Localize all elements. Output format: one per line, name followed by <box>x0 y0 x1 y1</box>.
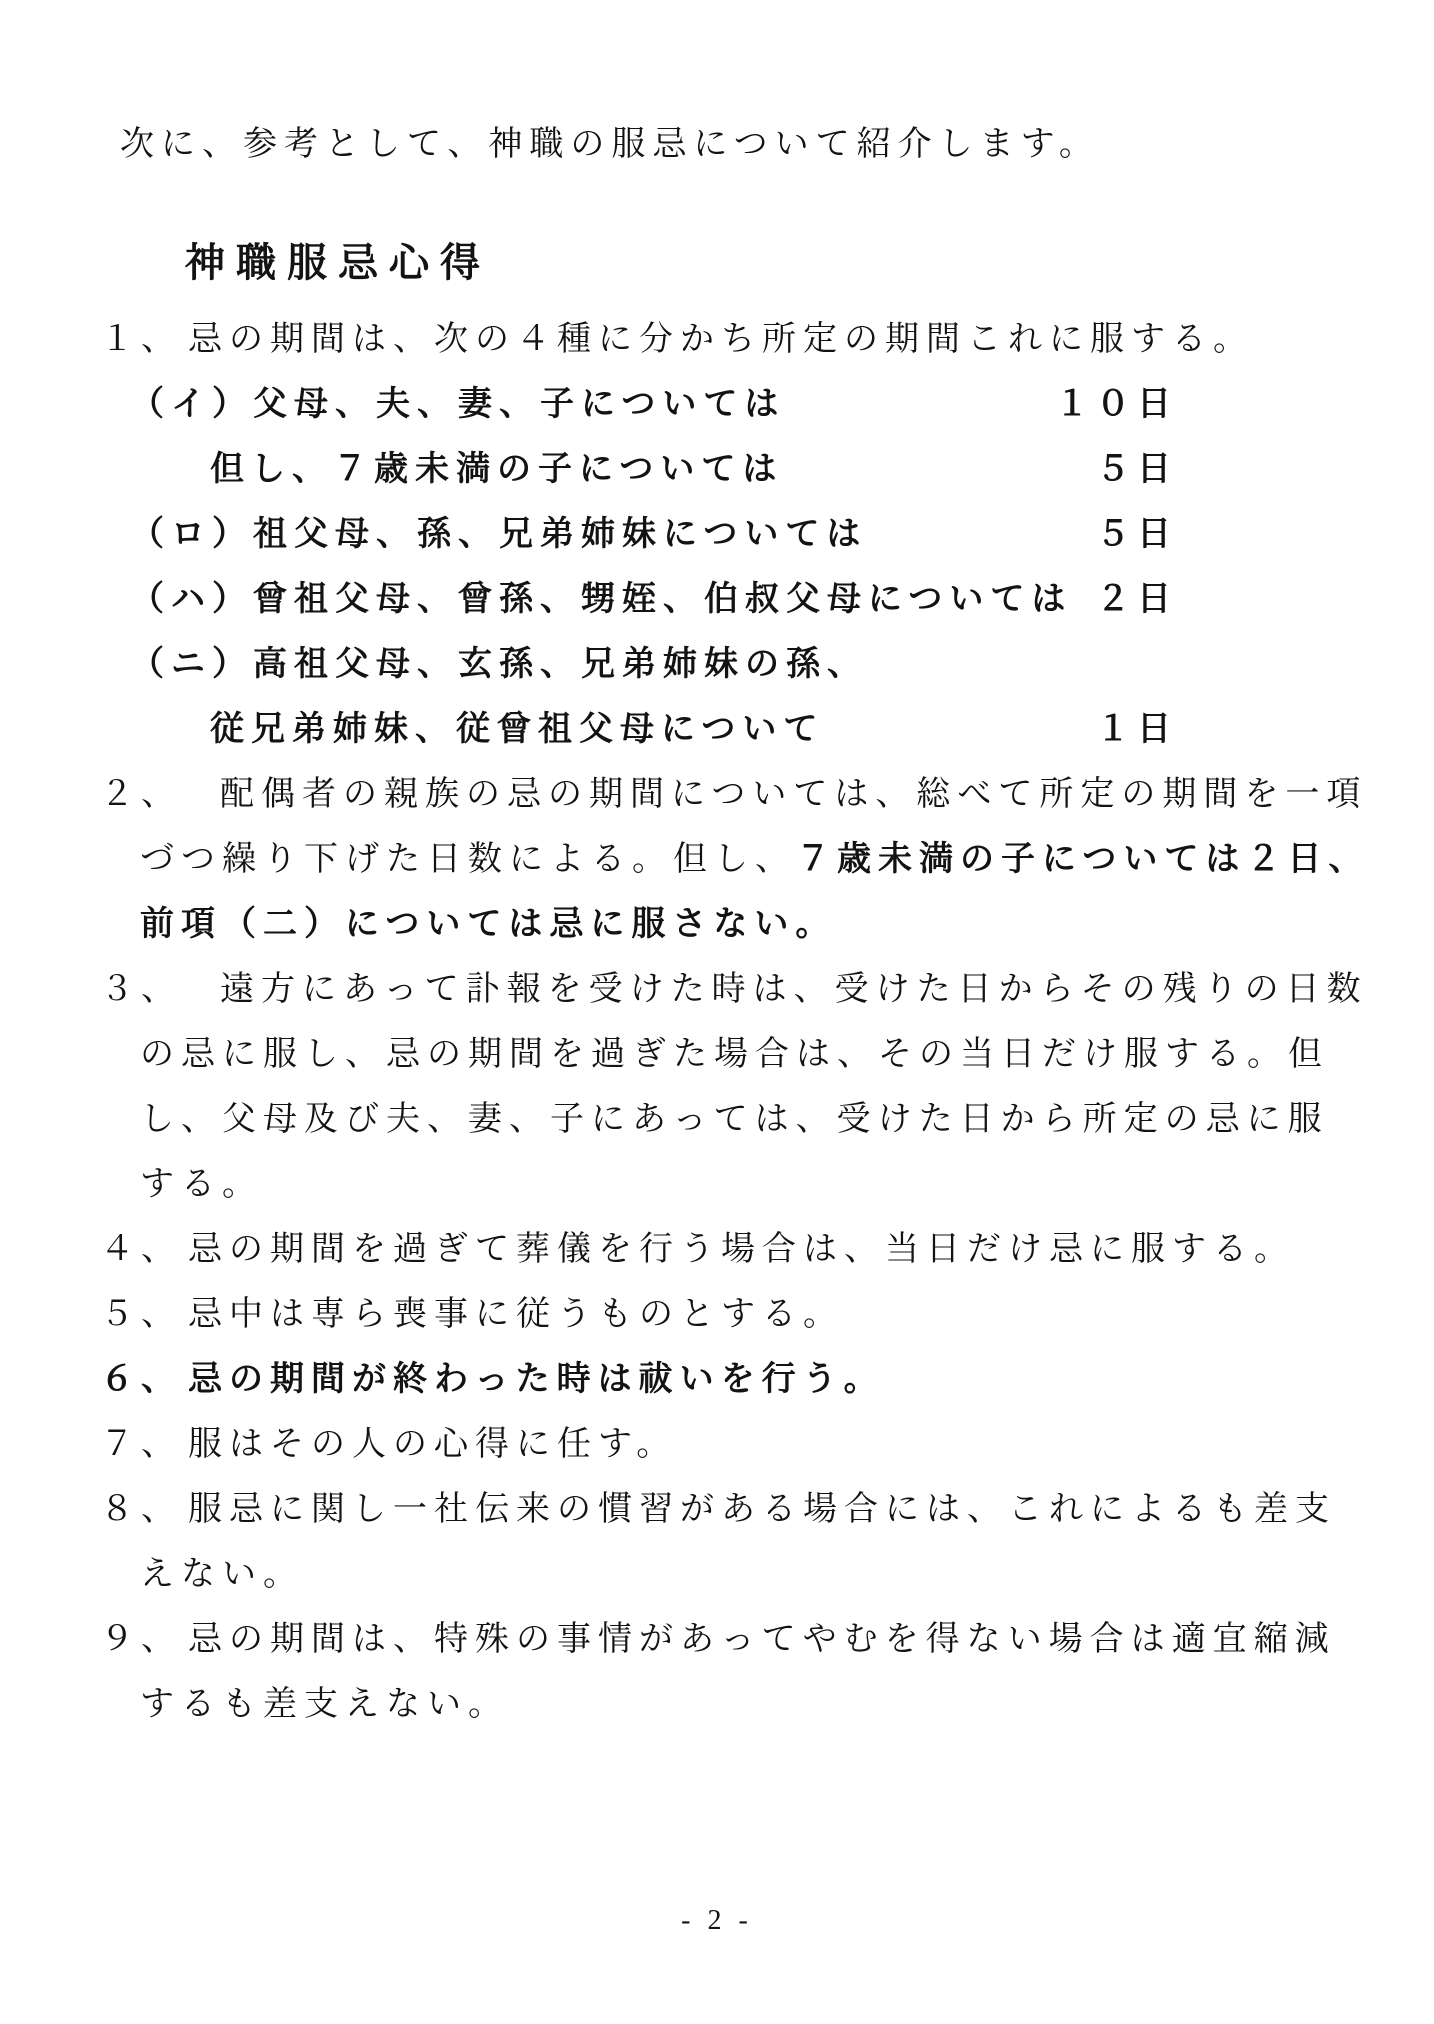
list-item-6 <box>100 1347 1344 1412</box>
mourning-row-i-exception-days: ５日 <box>1096 450 1178 488</box>
item-2-line-3-bold: 前項（二）については忌に服さない。 <box>140 905 837 943</box>
mourning-row-ro <box>130 502 1178 567</box>
list-item-9 <box>100 1607 1344 1672</box>
item-3-line-2-text: の忌に服し、忌の期間を過ぎた場合は、その当日だけ服する。但 <box>140 1036 1329 1073</box>
mourning-row-i <box>130 372 1178 437</box>
list-item-2 <box>100 762 1368 827</box>
item-3-number: ３、 <box>100 971 182 1008</box>
mourning-row-ro-days: ５日 <box>1096 515 1178 553</box>
item-5-text: 忌中は専ら喪事に従うものとする。 <box>188 1296 844 1333</box>
item-4-text: 忌の期間を過ぎて葬儀を行う場合は、当日だけ忌に服する。 <box>188 1231 1295 1268</box>
mourning-row-i-exception <box>130 437 1178 502</box>
mourning-row-ha-label: （ハ）曾祖父母、曾孫、甥姪、伯叔父母については <box>130 580 1073 618</box>
item-3-line-3 <box>140 1087 1344 1152</box>
item-3-line-3-text: し、父母及び夫、妻、子にあっては、受けた日から所定の忌に服 <box>140 1101 1329 1138</box>
mourning-row-ni-continuation <box>130 697 1178 762</box>
item-3-line-1: 遠方にあって訃報を受けた時は、受けた日からその残りの日数 <box>220 971 1368 1008</box>
item-1-number: １、 <box>100 321 182 358</box>
mourning-row-ro-label: （ロ）祖父母、孫、兄弟姉妹については <box>130 515 868 553</box>
mourning-row-ni <box>130 632 1178 697</box>
row-spacer <box>867 502 1096 567</box>
mourning-row-i-days: １０日 <box>1055 385 1178 423</box>
item-2-line-3 <box>140 892 1344 957</box>
item-2-line-1: 配偶者の親族の忌の期間については、総べて所定の期間を一項 <box>220 776 1368 813</box>
page-number: - 2 - <box>681 1905 753 1936</box>
mourning-row-i-exception-label: 但し、７歳未満の子については <box>210 450 784 488</box>
list-item-5 <box>100 1282 1344 1347</box>
item-6-number: ６、 <box>100 1360 182 1398</box>
item-2-line-2-bold: ７歳未満の子については２日、 <box>796 840 1370 878</box>
item-2-number: ２、 <box>100 776 182 813</box>
item-3-line-4 <box>140 1152 1344 1217</box>
mourning-row-ha <box>130 567 1178 632</box>
document-title: 神職服忌心得 <box>185 241 491 285</box>
row-spacer <box>868 632 1178 697</box>
list-item-8 <box>100 1477 1344 1542</box>
item-9-number: ９、 <box>100 1621 182 1658</box>
list-item-1 <box>100 307 1344 372</box>
item-9-line-2 <box>140 1672 1344 1737</box>
item-8-number: ８、 <box>100 1491 182 1528</box>
row-spacer <box>824 697 1096 762</box>
item-7-text: 服はその人の心得に任す。 <box>188 1426 678 1463</box>
item-8-line-1: 服忌に関し一社伝来の慣習がある場合には、これによるも差支 <box>188 1491 1336 1528</box>
item-3-line-4-text: する。 <box>140 1166 263 1203</box>
item-8-line-2-text: えない。 <box>140 1556 304 1593</box>
item-9-line-2-text: するも差支えない。 <box>140 1686 509 1723</box>
list-item-3 <box>100 957 1368 1022</box>
item-5-number: ５、 <box>100 1296 182 1333</box>
item-2-line-2 <box>140 827 1370 892</box>
item-9-line-1: 忌の期間は、特殊の事情があってやむを得ない場合は適宜縮減 <box>188 1621 1336 1658</box>
row-spacer <box>1072 567 1096 632</box>
item-1-text: 忌の期間は、次の４種に分かち所定の期間これに服する。 <box>188 321 1254 358</box>
item-6-text: 忌の期間が終わった時は祓いを行う。 <box>188 1360 885 1398</box>
mourning-row-ni-continuation-label: 従兄弟姉妹、従曾祖父母について <box>210 710 825 748</box>
item-2-line-2-normal: づつ繰り下げた日数による。但し、 <box>140 841 796 878</box>
item-8-line-2 <box>140 1542 1344 1607</box>
row-spacer <box>783 437 1096 502</box>
list-item-7 <box>100 1412 1344 1477</box>
item-7-number: ７、 <box>100 1426 182 1463</box>
mourning-row-i-label: （イ）父母、夫、妻、子については <box>130 385 786 423</box>
item-4-number: ４、 <box>100 1231 182 1268</box>
mourning-row-ni-continuation-days: １日 <box>1096 710 1178 748</box>
mourning-row-ni-label: （ニ）高祖父母、玄孫、兄弟姉妹の孫、 <box>130 645 868 683</box>
intro-paragraph: 次に、参考として、神職の服忌について紹介します。 <box>120 126 1100 163</box>
item-3-line-2 <box>140 1022 1344 1087</box>
mourning-row-ha-days: ２日 <box>1096 580 1178 618</box>
row-spacer <box>785 372 1055 437</box>
list-item-4 <box>100 1217 1344 1282</box>
